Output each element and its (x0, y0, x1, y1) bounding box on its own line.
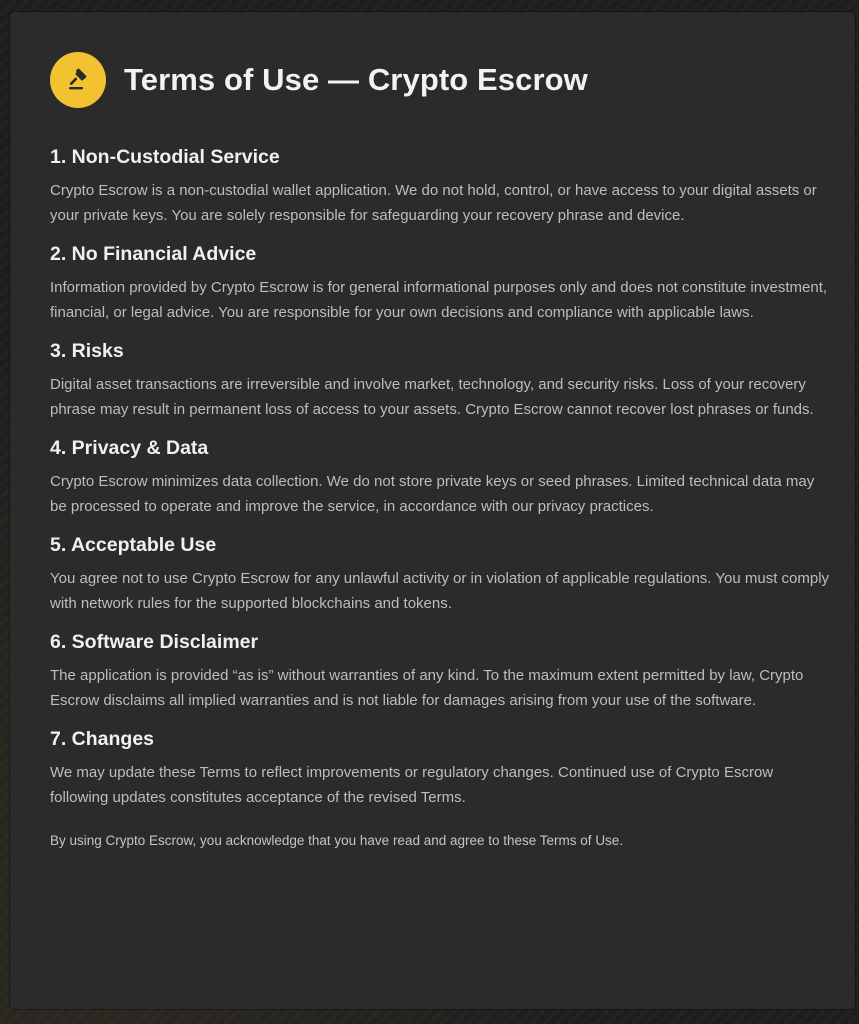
section-title: 3. Risks (50, 340, 124, 362)
terms-card (10, 12, 855, 1009)
terms-section (50, 726, 835, 810)
section-body: Information provided by Crypto Escrow is for general informational purposes only and does not constitute investment, financial, or legal advice. You are responsible for your own decisions and compliance with applicable laws. (50, 279, 828, 321)
section-title: 7. Changes (50, 728, 155, 750)
section-title: 4. Privacy & Data (50, 437, 209, 459)
section-title: 2. No Financial Advice (50, 243, 257, 265)
terms-section (50, 144, 835, 228)
terms-section (50, 241, 835, 325)
section-title: 1. Non-Custodial Service (50, 146, 280, 168)
gavel-icon (50, 52, 106, 108)
acknowledgement-text: By using Crypto Escrow, you acknowledge that you have read and agree to these Terms of Use. (50, 833, 624, 848)
page-title: Terms of Use — Crypto Escrow (124, 62, 588, 97)
section-body: We may update these Terms to reflect improvements or regulatory changes. Continued use of Crypto Escrow following updates constitutes acceptance of the revised Terms. (50, 764, 774, 806)
terms-section (50, 629, 835, 713)
terms-content (50, 144, 835, 851)
section-body: The application is provided “as is” without warranties of any kind. To the maximum extent permitted by law, Crypto Escrow disclaims all implied warranties and is not liable for damages arising from your use of the software. (50, 667, 804, 709)
terms-section (50, 338, 835, 422)
section-body: Crypto Escrow is a non-custodial wallet application. We do not hold, control, or have access to your digital assets or your private keys. You are solely responsible for safeguarding your recovery phrase and device. (50, 182, 817, 224)
terms-section (50, 532, 835, 616)
terms-section (50, 435, 835, 519)
terms-header (50, 52, 588, 108)
section-body: You agree not to use Crypto Escrow for any unlawful activity or in violation of applicable regulations. You must comply with network rules for the supported blockchains and tokens. (50, 570, 830, 612)
section-title: 6. Software Disclaimer (50, 631, 259, 653)
section-title: 5. Acceptable Use (50, 534, 217, 556)
section-body: Crypto Escrow minimizes data collection. We do not store private keys or seed phrases. Limited technical data may be processed to operate and improve the service, in accordance with our privacy practices. (50, 473, 815, 515)
section-body: Digital asset transactions are irreversible and involve market, technology, and security risks. Loss of your recovery phrase may result in permanent loss of access to your assets. Crypto Escrow cannot recover lost phrases or funds. (50, 376, 814, 418)
